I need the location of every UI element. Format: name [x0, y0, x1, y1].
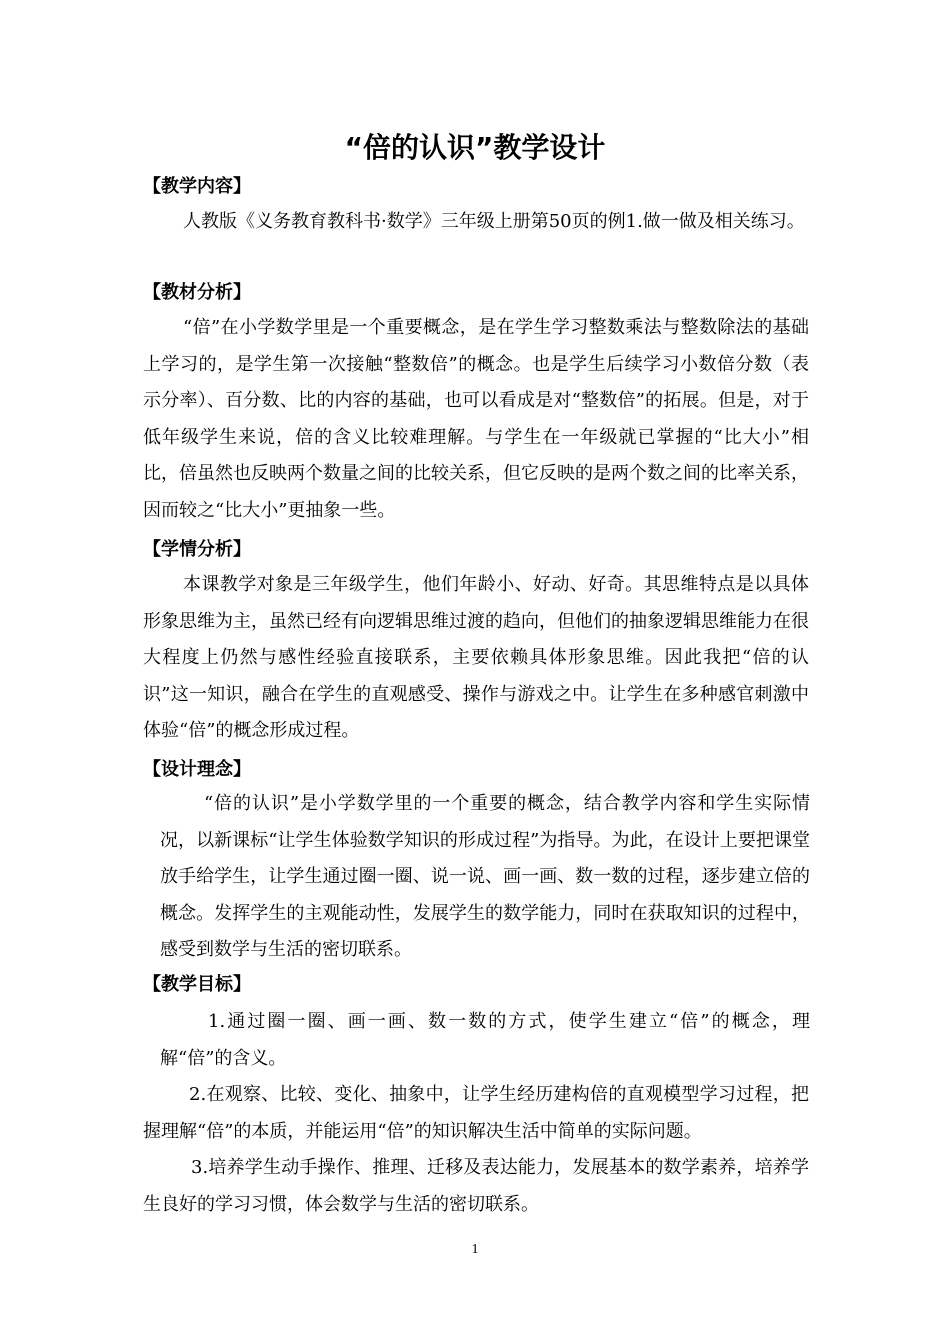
- paragraph-teaching-content: 人教版《义务教育教科书·数学》三年级上册第50页的例1.做一做及相关练习。: [183, 211, 805, 232]
- paragraph-material-analysis: “倍”在小学数学里是一个重要概念，是在学生学习整数乘法与整数除法的基础上学习的，是学生第一次接触“整数倍”的概念。也是学生后续学习小数倍分数（表示分率）、百分数、比的内容的基础，也可以看成是对“整数倍”的拓展。但是，对于低年级学生来说，倍的含义比较难理解。与学生在一年级就已掌握的“比大小”相比，倍虽然也反映两个数量之间的比较关系，但它反映的是两个数之间的比率关系，因而较之“比大小”更抽象一些。: [143, 317, 809, 521]
- section-heading-material-analysis: 【教材分析】: [143, 282, 251, 303]
- objective-item-3: 3.培养学生动手操作、推理、迁移及表达能力，发展基本的数学素养，培养学生良好的学习习惯，体会数学与生活的密切联系。: [143, 1157, 809, 1215]
- section-heading-teaching-objectives: 【教学目标】: [143, 974, 251, 995]
- section-heading-learner-analysis: 【学情分析】: [143, 539, 251, 560]
- objective-item-1: 1.通过圈一圈、画一画、数一数的方式，使学生建立“倍”的概念，理解“倍”的含义。: [160, 1011, 810, 1069]
- page-number: 1: [471, 1242, 479, 1257]
- paragraph-design-concept: “倍的认识”是小学数学里的一个重要的概念，结合教学内容和学生实际情况，以新课标“让学生体验数学知识的形成过程”为指导。为此，在设计上要把课堂放手给学生，让学生通过圈一圈、说一说、画一画、数一数的过程，逐步建立倍的概念。发挥学生的主观能动性，发展学生的数学能力，同时在获取知识的过程中，感受到数学与生活的密切联系。: [160, 793, 810, 960]
- section-heading-design-concept: 【设计理念】: [143, 759, 251, 780]
- document-title: “倍的认识”教学设计: [344, 131, 606, 164]
- paragraph-learner-analysis: 本课教学对象是三年级学生，他们年龄小、好动、好奇。其思维特点是以具体形象思维为主，虽然已经有向逻辑思维过渡的趋向，但他们的抽象逻辑思维能力在很大程度上仍然与感性经验直接联系，主要依赖具体形象思维。因此我把“倍的认识”这一知识，融合在学生的直观感受、操作与游戏之中。让学生在多种感官刺激中体验“倍”的概念形成过程。: [143, 574, 809, 741]
- section-heading-teaching-content: 【教学内容】: [143, 176, 251, 197]
- objective-item-2: 2.在观察、比较、变化、抽象中，让学生经历建构倍的直观模型学习过程，把握理解“倍”的本质，并能运用“倍”的知识解决生活中简单的实际问题。: [143, 1084, 809, 1142]
